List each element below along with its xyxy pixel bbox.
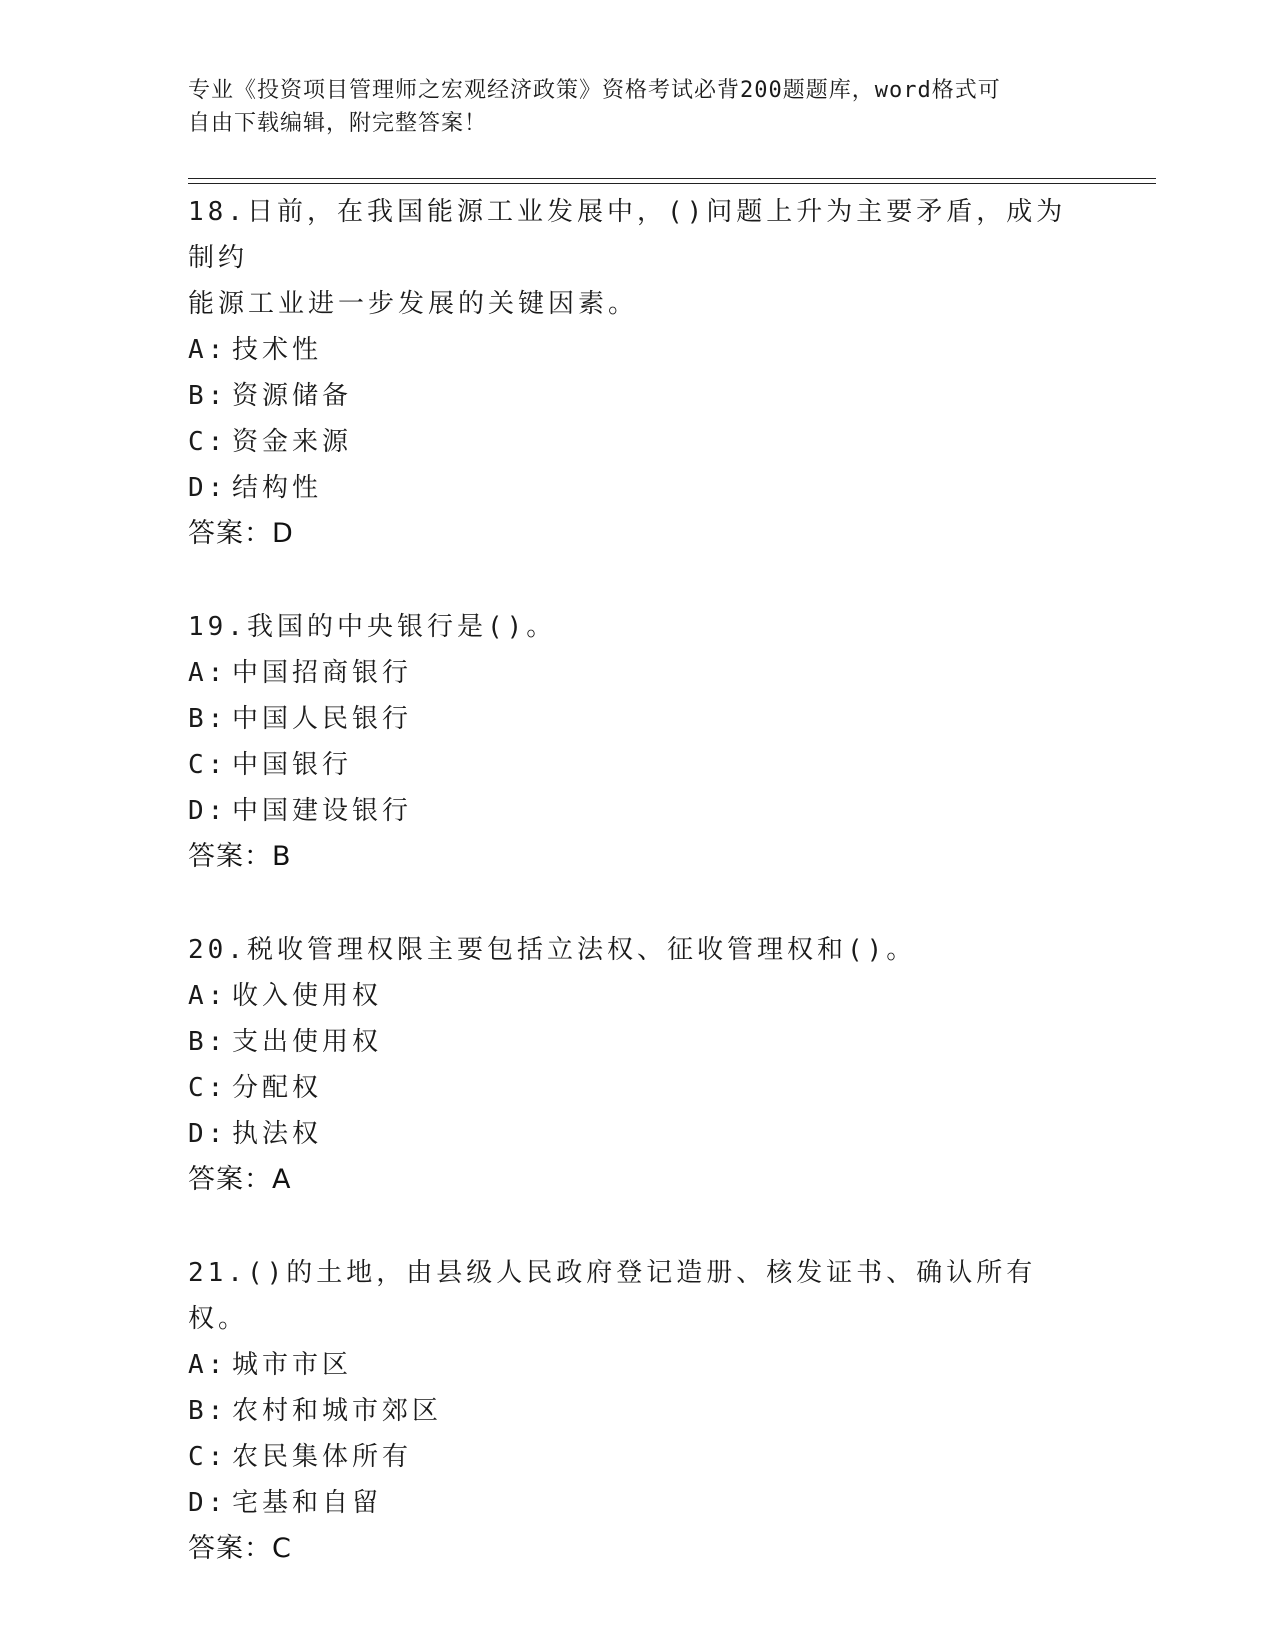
option-key: C:: [188, 1442, 228, 1472]
question-stem: 21.()的土地，由县级人民政府登记造册、核发证书、确认所有权。: [188, 1258, 1037, 1334]
header-divider-top: [188, 178, 1156, 179]
option-key: C:: [188, 750, 228, 780]
header-line-1: 专业《投资项目管理师之宏观经济政策》资格考试必背200题题库，word格式可: [188, 78, 1001, 103]
question-20: [188, 927, 1088, 1203]
option-d: [188, 1111, 1088, 1157]
option-text: 中国人民银行: [232, 704, 413, 734]
option-text: 支出使用权: [232, 1027, 383, 1057]
option-key: A:: [188, 658, 228, 688]
option-c: [188, 742, 1088, 788]
option-text: 宅基和自留: [232, 1488, 383, 1518]
option-text: 结构性: [232, 473, 323, 503]
option-text: 资源储备: [232, 381, 353, 411]
option-key: B:: [188, 704, 228, 734]
option-a: [188, 327, 1088, 373]
question-stem: 18.日前，在我国能源工业发展中，()问题上升为主要矛盾，成为制约: [188, 197, 1067, 273]
option-key: C:: [188, 427, 228, 457]
option-text: 农民集体所有: [232, 1442, 413, 1472]
option-c: [188, 1434, 1088, 1480]
option-text: 执法权: [232, 1119, 323, 1149]
question-18: [188, 189, 1088, 557]
option-key: D:: [188, 473, 228, 503]
header-line-2: 自由下载编辑，附完整答案！: [188, 111, 488, 136]
option-key: B:: [188, 1027, 228, 1057]
question-21: [188, 1250, 1088, 1572]
option-b: [188, 696, 1088, 742]
question-stem: 19.我国的中央银行是()。: [188, 612, 557, 642]
answer-line: 答案：C: [188, 1533, 292, 1564]
option-a: [188, 650, 1088, 696]
answer-line: 答案：B: [188, 841, 292, 872]
option-a: [188, 1342, 1088, 1388]
option-text: 技术性: [232, 335, 323, 365]
option-b: [188, 373, 1088, 419]
option-text: 收入使用权: [232, 981, 383, 1011]
answer-line: 答案：D: [188, 518, 294, 549]
option-key: C:: [188, 1073, 228, 1103]
question-list: [188, 189, 1088, 1619]
question-stem-continued: 能源工业进一步发展的关键因素。: [188, 289, 639, 319]
question-19: [188, 604, 1088, 880]
document-header: [188, 74, 1088, 140]
option-key: A:: [188, 335, 228, 365]
option-text: 城市市区: [232, 1350, 353, 1380]
option-c: [188, 1065, 1088, 1111]
option-d: [188, 1480, 1088, 1526]
option-text: 中国建设银行: [232, 796, 413, 826]
option-text: 中国招商银行: [232, 658, 413, 688]
option-b: [188, 1388, 1088, 1434]
option-key: D:: [188, 796, 228, 826]
option-d: [188, 788, 1088, 834]
option-c: [188, 419, 1088, 465]
option-text: 资金来源: [232, 427, 353, 457]
option-key: D:: [188, 1119, 228, 1149]
option-text: 农村和城市郊区: [232, 1396, 443, 1426]
option-text: 中国银行: [232, 750, 353, 780]
option-d: [188, 465, 1088, 511]
answer-line: 答案：A: [188, 1164, 292, 1195]
option-text: 分配权: [232, 1073, 323, 1103]
header-divider-bottom: [188, 183, 1156, 184]
option-key: A:: [188, 981, 228, 1011]
option-b: [188, 1019, 1088, 1065]
option-a: [188, 973, 1088, 1019]
option-key: A:: [188, 1350, 228, 1380]
option-key: B:: [188, 381, 228, 411]
question-stem: 20.税收管理权限主要包括立法权、征收管理权和()。: [188, 935, 917, 965]
option-key: B:: [188, 1396, 228, 1426]
option-key: D:: [188, 1488, 228, 1518]
